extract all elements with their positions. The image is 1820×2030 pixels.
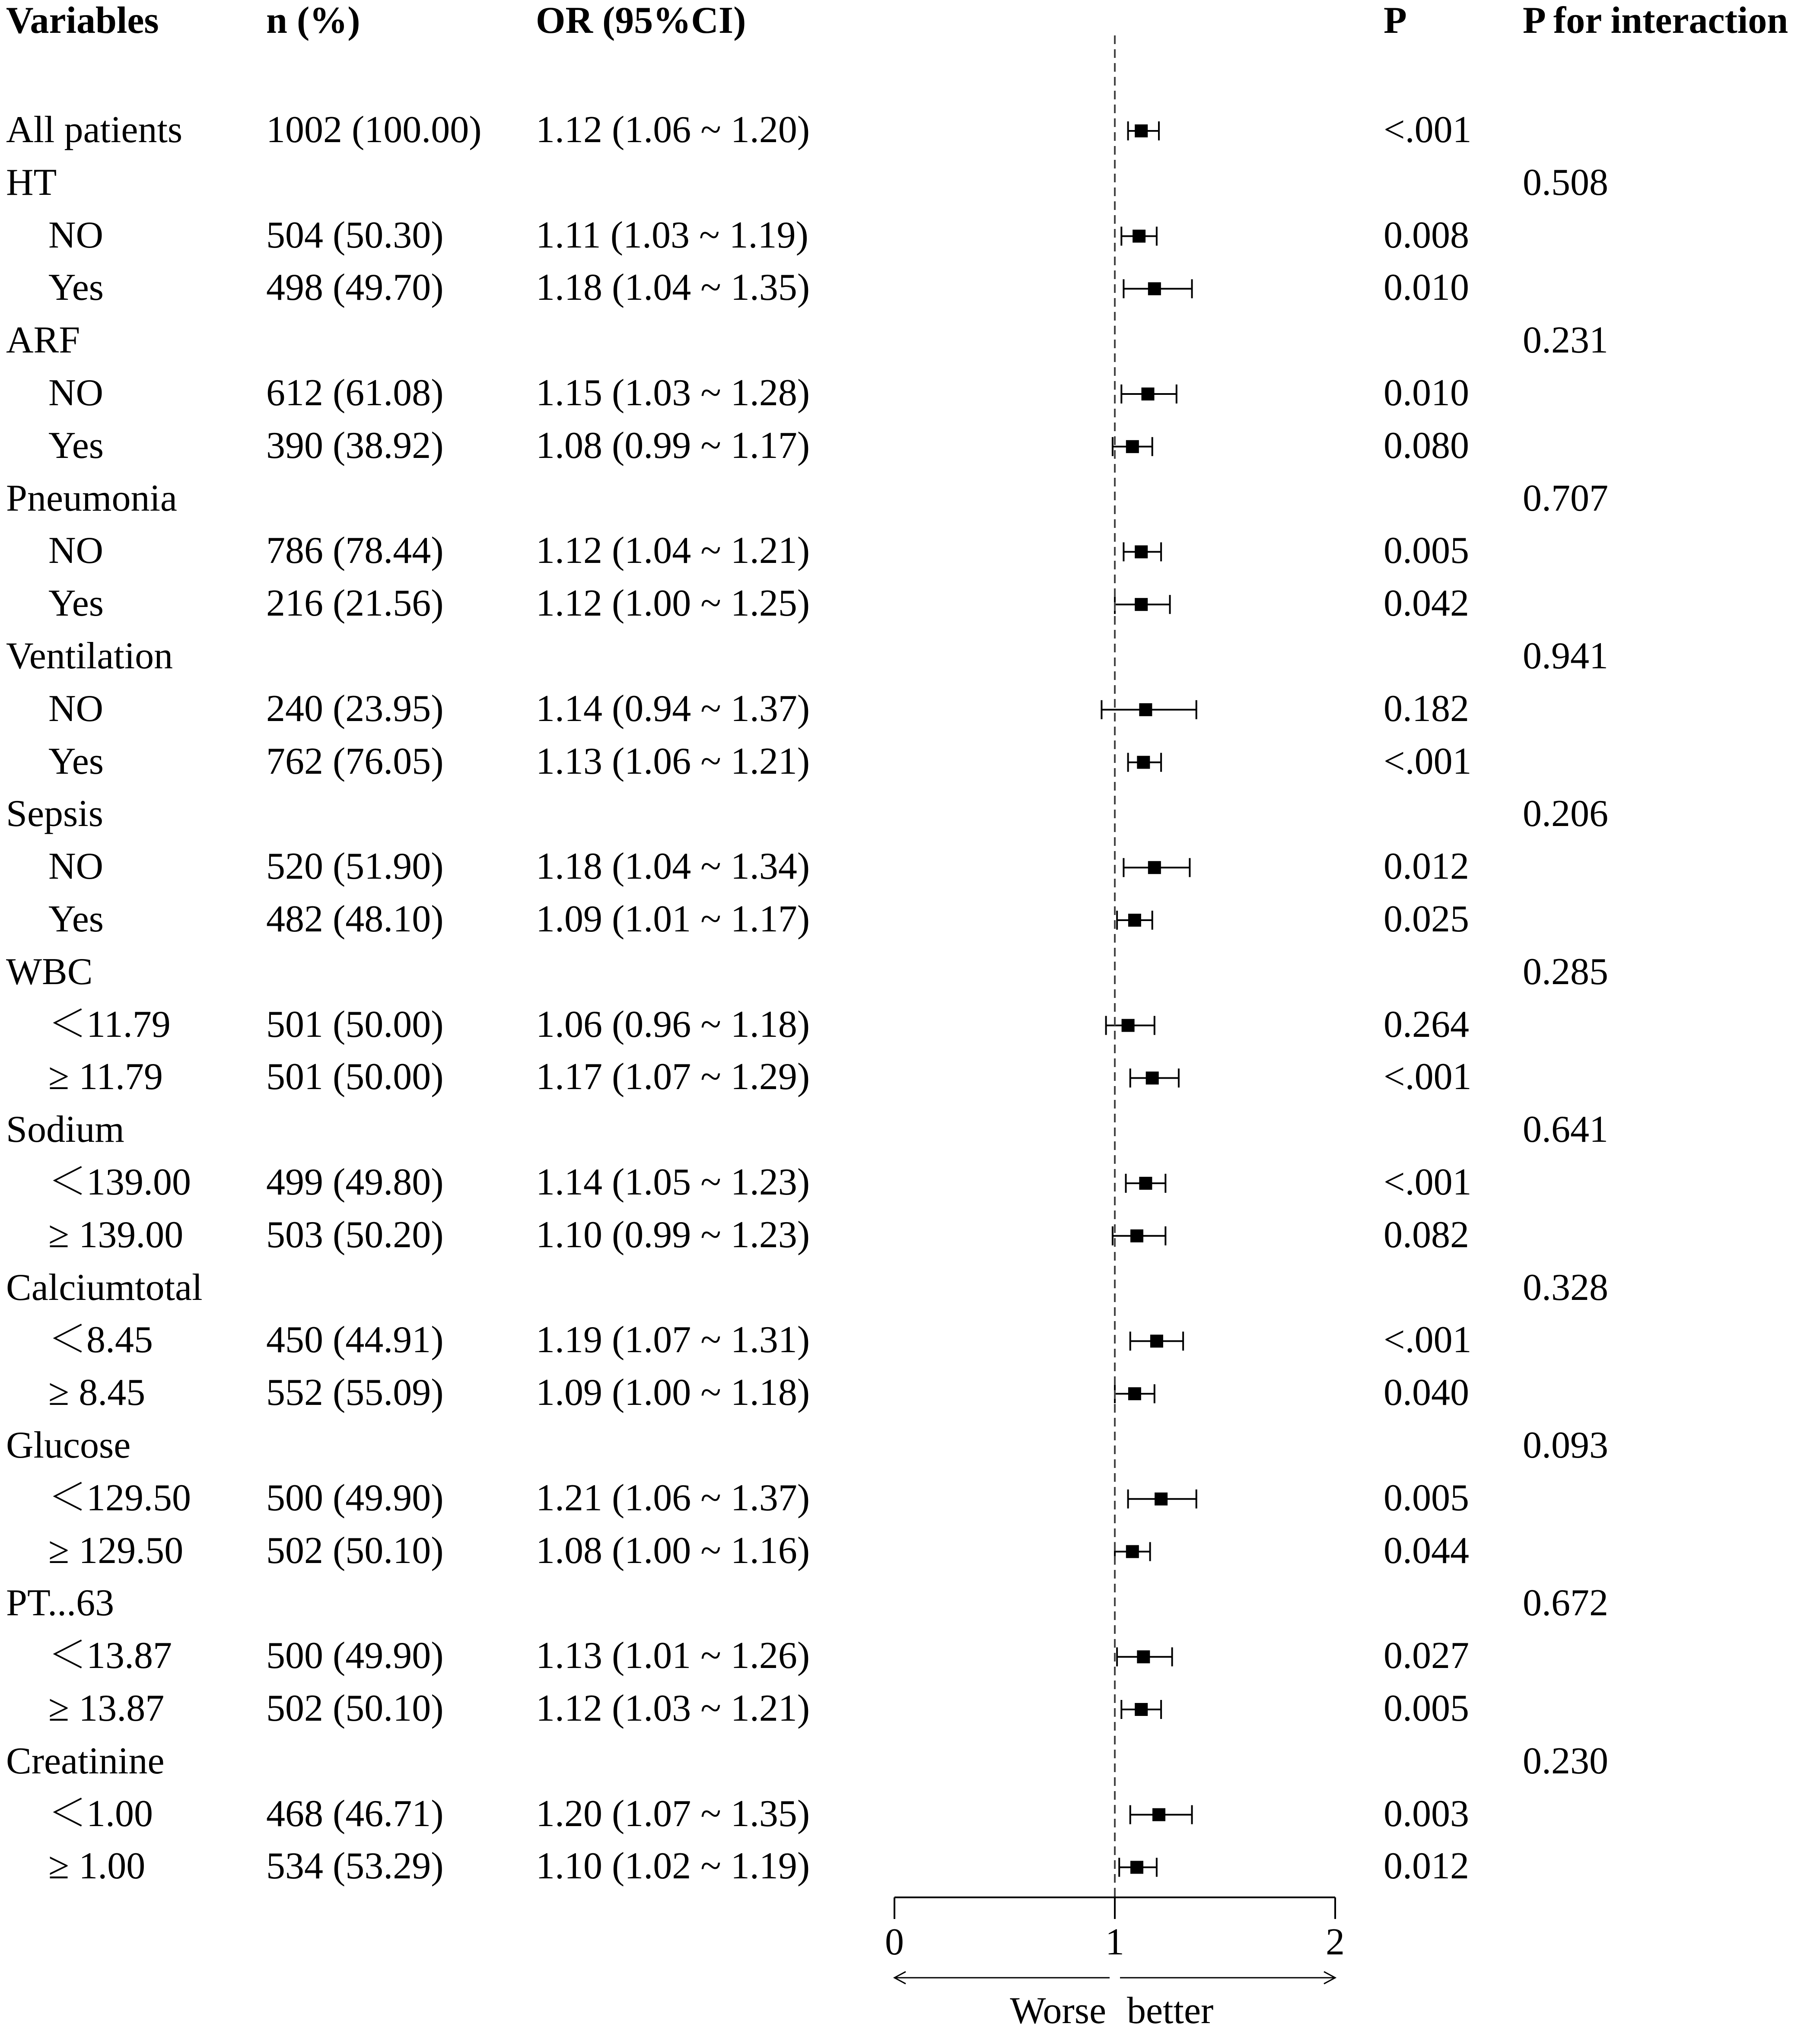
row-or: 1.17 (1.07 ~ 1.29) <box>536 1056 810 1098</box>
or-point <box>1148 282 1161 295</box>
or-point <box>1128 1387 1141 1400</box>
or-point <box>1146 1071 1159 1084</box>
row-label: Sodium <box>6 1109 124 1151</box>
row-label: ≥ 1.00 <box>48 1845 146 1887</box>
row-label: Yes <box>48 740 104 782</box>
row-p: 0.182 <box>1384 687 1469 730</box>
row-n: 499 (49.80) <box>266 1161 444 1203</box>
row-label: Pneumonia <box>6 477 177 519</box>
row-label: ＜139.00 <box>48 1161 191 1203</box>
row-n: 520 (51.90) <box>266 845 444 888</box>
row-label: Yes <box>48 582 104 625</box>
row-p: 0.003 <box>1384 1792 1469 1835</box>
row-n: 501 (50.00) <box>266 1003 444 1045</box>
row-p: 0.010 <box>1384 267 1469 309</box>
row-p-interaction: 0.941 <box>1523 635 1608 677</box>
row-or: 1.13 (1.01 ~ 1.26) <box>536 1635 810 1677</box>
or-point <box>1130 1229 1143 1242</box>
row-or: 1.08 (0.99 ~ 1.17) <box>536 424 810 467</box>
row-or: 1.19 (1.07 ~ 1.31) <box>536 1319 810 1361</box>
row-n: 1002 (100.00) <box>266 109 482 151</box>
row-n: 504 (50.30) <box>266 214 444 256</box>
row-or: 1.18 (1.04 ~ 1.35) <box>536 267 810 309</box>
row-label: Yes <box>48 898 104 940</box>
row-p: <.001 <box>1384 1161 1472 1203</box>
row-n: 501 (50.00) <box>266 1056 444 1098</box>
row-p: 0.044 <box>1384 1529 1469 1572</box>
row-n: 390 (38.92) <box>266 424 444 467</box>
or-point <box>1148 861 1161 874</box>
header-p-interaction: P for interaction <box>1523 0 1788 41</box>
row-p: 0.012 <box>1384 845 1469 888</box>
or-point <box>1142 388 1155 400</box>
or-point <box>1139 703 1152 716</box>
worse-label: Worse <box>1010 1990 1106 2030</box>
row-n: 503 (50.20) <box>266 1214 444 1256</box>
row-label: ＜8.45 <box>48 1319 153 1361</box>
row-p-interaction: 0.231 <box>1523 319 1608 362</box>
row-p: 0.042 <box>1384 582 1469 625</box>
row-label: ≥ 139.00 <box>48 1214 184 1256</box>
row-n: 450 (44.91) <box>266 1319 444 1361</box>
row-p: <.001 <box>1384 740 1472 782</box>
or-point <box>1126 1545 1139 1558</box>
row-or: 1.15 (1.03 ~ 1.28) <box>536 372 810 414</box>
row-p: <.001 <box>1384 1056 1472 1098</box>
row-p: 0.005 <box>1384 1477 1469 1519</box>
row-label: All patients <box>6 109 183 151</box>
row-p: 0.010 <box>1384 372 1469 414</box>
row-p-interaction: 0.093 <box>1523 1424 1608 1466</box>
or-point <box>1150 1334 1163 1347</box>
row-n: 240 (23.95) <box>266 687 444 730</box>
row-or: 1.12 (1.06 ~ 1.20) <box>536 109 810 151</box>
row-label: ＜129.50 <box>48 1477 191 1519</box>
row-label: Calciumtotal <box>6 1266 203 1309</box>
better-label: better <box>1127 1990 1214 2030</box>
row-or: 1.10 (1.02 ~ 1.19) <box>536 1845 810 1887</box>
header-variables: Variables <box>6 0 159 41</box>
or-point <box>1135 1703 1148 1716</box>
row-n: 468 (46.71) <box>266 1792 444 1835</box>
row-label: Creatinine <box>6 1740 165 1782</box>
row-n: 498 (49.70) <box>266 267 444 309</box>
row-label: ≥ 13.87 <box>48 1687 165 1729</box>
row-p-interaction: 0.508 <box>1523 161 1608 203</box>
row-p: 0.012 <box>1384 1845 1469 1887</box>
row-label: NO <box>48 687 104 730</box>
row-n: 762 (76.05) <box>266 740 444 782</box>
row-n: 534 (53.29) <box>266 1845 444 1887</box>
row-or: 1.21 (1.06 ~ 1.37) <box>536 1477 810 1519</box>
or-point <box>1135 124 1148 137</box>
row-p: <.001 <box>1384 1319 1472 1361</box>
row-or: 1.10 (0.99 ~ 1.23) <box>536 1214 810 1256</box>
x-tick-label: 0 <box>885 1921 904 1963</box>
row-p-interaction: 0.641 <box>1523 1109 1608 1151</box>
row-n: 502 (50.10) <box>266 1687 444 1729</box>
row-or: 1.08 (1.00 ~ 1.16) <box>536 1529 810 1572</box>
row-label: ＜11.79 <box>48 1003 171 1045</box>
row-p-interaction: 0.230 <box>1523 1740 1608 1782</box>
or-point <box>1137 756 1150 769</box>
header-p: P <box>1384 0 1407 41</box>
or-point <box>1122 1019 1135 1032</box>
header-n: n (%) <box>266 0 360 41</box>
or-point <box>1155 1493 1168 1506</box>
row-or: 1.18 (1.04 ~ 1.34) <box>536 845 810 888</box>
row-label: NO <box>48 845 104 888</box>
row-p-interaction: 0.285 <box>1523 950 1608 993</box>
or-point <box>1133 230 1145 243</box>
row-or: 1.12 (1.00 ~ 1.25) <box>536 582 810 625</box>
row-or: 1.14 (1.05 ~ 1.23) <box>536 1161 810 1203</box>
or-point <box>1135 545 1148 558</box>
row-n: 482 (48.10) <box>266 898 444 940</box>
row-p-interaction: 0.672 <box>1523 1582 1608 1624</box>
row-label: ≥ 129.50 <box>48 1529 184 1572</box>
row-p: 0.264 <box>1384 1003 1469 1045</box>
row-label: Yes <box>48 424 104 467</box>
row-p: 0.040 <box>1384 1372 1469 1414</box>
row-p: 0.025 <box>1384 898 1469 940</box>
row-label: Sepsis <box>6 793 103 835</box>
row-p-interaction: 0.328 <box>1523 1266 1608 1309</box>
row-p: 0.008 <box>1384 214 1469 256</box>
row-or: 1.11 (1.03 ~ 1.19) <box>536 214 808 256</box>
row-or: 1.06 (0.96 ~ 1.18) <box>536 1003 810 1045</box>
row-or: 1.09 (1.00 ~ 1.18) <box>536 1372 810 1414</box>
row-or: 1.12 (1.04 ~ 1.21) <box>536 530 810 572</box>
row-label: Ventilation <box>6 635 173 677</box>
row-label: WBC <box>6 950 93 993</box>
row-n: 552 (55.09) <box>266 1372 444 1414</box>
row-p: 0.080 <box>1384 424 1469 467</box>
row-or: 1.20 (1.07 ~ 1.35) <box>536 1792 810 1835</box>
or-point <box>1130 1861 1143 1874</box>
row-n: 500 (49.90) <box>266 1477 444 1519</box>
row-label: HT <box>6 161 57 203</box>
row-label: PT...63 <box>6 1582 115 1624</box>
row-p: 0.027 <box>1384 1635 1469 1677</box>
row-p-interaction: 0.206 <box>1523 793 1608 835</box>
row-or: 1.12 (1.03 ~ 1.21) <box>536 1687 810 1729</box>
row-p: <.001 <box>1384 109 1472 151</box>
row-p: 0.005 <box>1384 1687 1469 1729</box>
row-p-interaction: 0.707 <box>1523 477 1608 519</box>
row-label: ARF <box>6 319 80 362</box>
header-or: OR (95%CI) <box>536 0 746 41</box>
row-label: NO <box>48 372 104 414</box>
row-n: 612 (61.08) <box>266 372 444 414</box>
row-n: 502 (50.10) <box>266 1529 444 1572</box>
row-label: ＜13.87 <box>48 1635 172 1677</box>
row-label: ≥ 11.79 <box>48 1056 163 1098</box>
or-point <box>1137 1650 1150 1663</box>
row-p: 0.082 <box>1384 1214 1469 1256</box>
row-label: ＜1.00 <box>48 1792 153 1835</box>
row-label: Yes <box>48 267 104 309</box>
or-point <box>1128 914 1141 927</box>
row-or: 1.13 (1.06 ~ 1.21) <box>536 740 810 782</box>
or-point <box>1152 1808 1165 1821</box>
or-point <box>1139 1177 1152 1190</box>
row-or: 1.09 (1.01 ~ 1.17) <box>536 898 810 940</box>
row-label: NO <box>48 214 104 256</box>
row-label: Glucose <box>6 1424 131 1466</box>
or-point <box>1135 598 1148 611</box>
or-point <box>1126 440 1139 453</box>
x-tick-label: 2 <box>1326 1921 1345 1963</box>
row-n: 500 (49.90) <box>266 1635 444 1677</box>
row-label: NO <box>48 530 104 572</box>
row-n: 216 (21.56) <box>266 582 444 625</box>
row-p: 0.005 <box>1384 530 1469 572</box>
row-label: ≥ 8.45 <box>48 1372 146 1414</box>
row-n: 786 (78.44) <box>266 530 444 572</box>
x-tick-label: 1 <box>1105 1921 1124 1963</box>
row-or: 1.14 (0.94 ~ 1.37) <box>536 687 810 730</box>
